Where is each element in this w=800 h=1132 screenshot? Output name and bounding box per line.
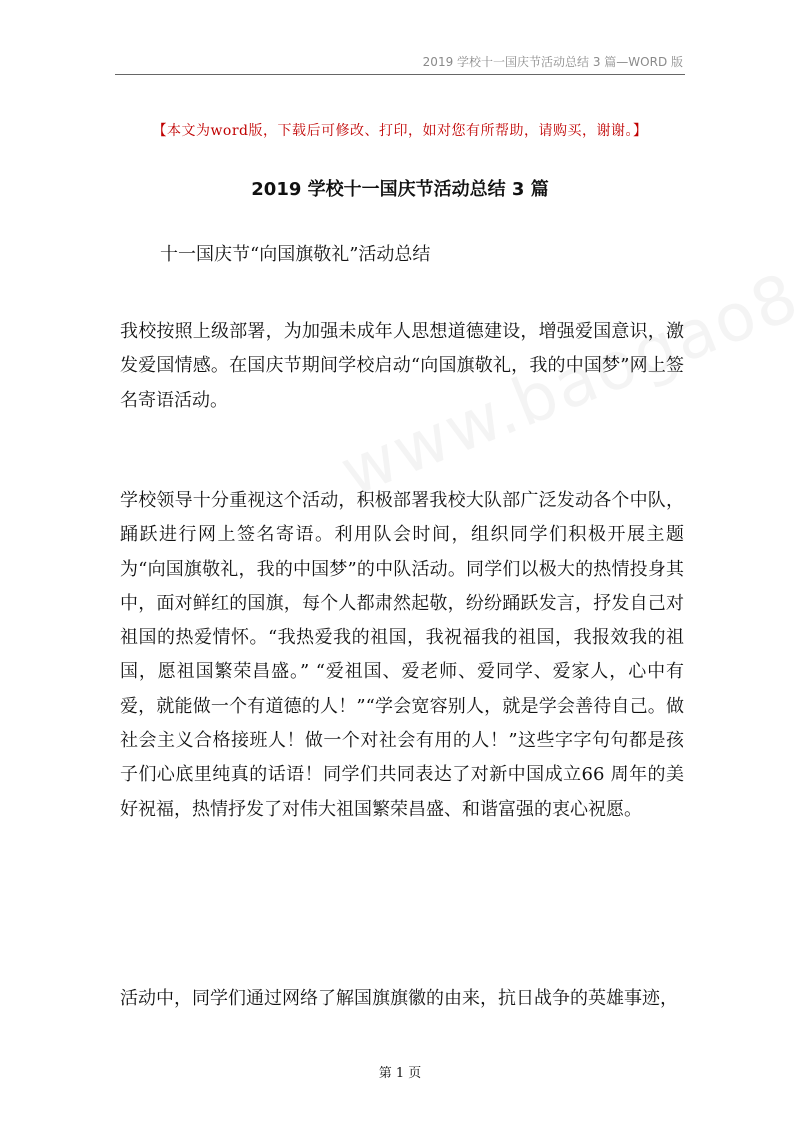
paragraph-2: 学校领导十分重视这个活动，积极部署我校大队部广泛发动各个中队，踊跃进行网上签名寄语。利用队会时间，组织同学们积极开展主题为“向国旗敬礼，我的中国梦”的中队活动。同学们以极大的热情投身其中，面对鲜红的国旗，每个人都肃然起敬，纷纷踊跃发言，抒发自己对祖国的热爱情怀。“我热爱我的祖国，我祝福我的祖国，我报效我的祖国，愿祖国繁荣昌盛。” “爱祖国、爱老师、爱同学、爱家人，心中有爱，就能做一个有道德的人！”“学会宽容别人，就是学会善待自己。做社会主义合格接班人！做一个对社会有用的人！”这些字字句句都是孩子们心底里纯真的话语！同学们共同表达了对新中国成立66 周年的美好祝福，热情抒发了对伟大祖国繁荣昌盛、和谐富强的衷心祝愿。 [120,490,684,820]
page-number: 第 1 页 [378,1066,422,1081]
paragraph-3: 活动中，同学们通过网络了解国旗旗徽的由来，抗日战争的英雄事迹， [120,988,678,1009]
section-subtitle: 十一国庆节“向国旗敬礼”活动总结 [160,244,431,265]
paragraph-1: 我校按照上级部署，为加强未成年人思想道德建设，增强爱国意识，激发爱国情感。在国庆节期间学校启动“向国旗敬礼，我的中国梦”网上签名寄语活动。 [120,321,684,411]
header-divider [115,74,685,75]
download-notice: 【本文为word版，下载后可修改、打印，如对您有所帮助，请购买，谢谢。】 [152,123,648,139]
document-title: 2019 学校十一国庆节活动总结 3 篇 [251,179,549,200]
running-header: 2019 学校十一国庆节活动总结 3 篇—WORD 版 [422,55,683,69]
